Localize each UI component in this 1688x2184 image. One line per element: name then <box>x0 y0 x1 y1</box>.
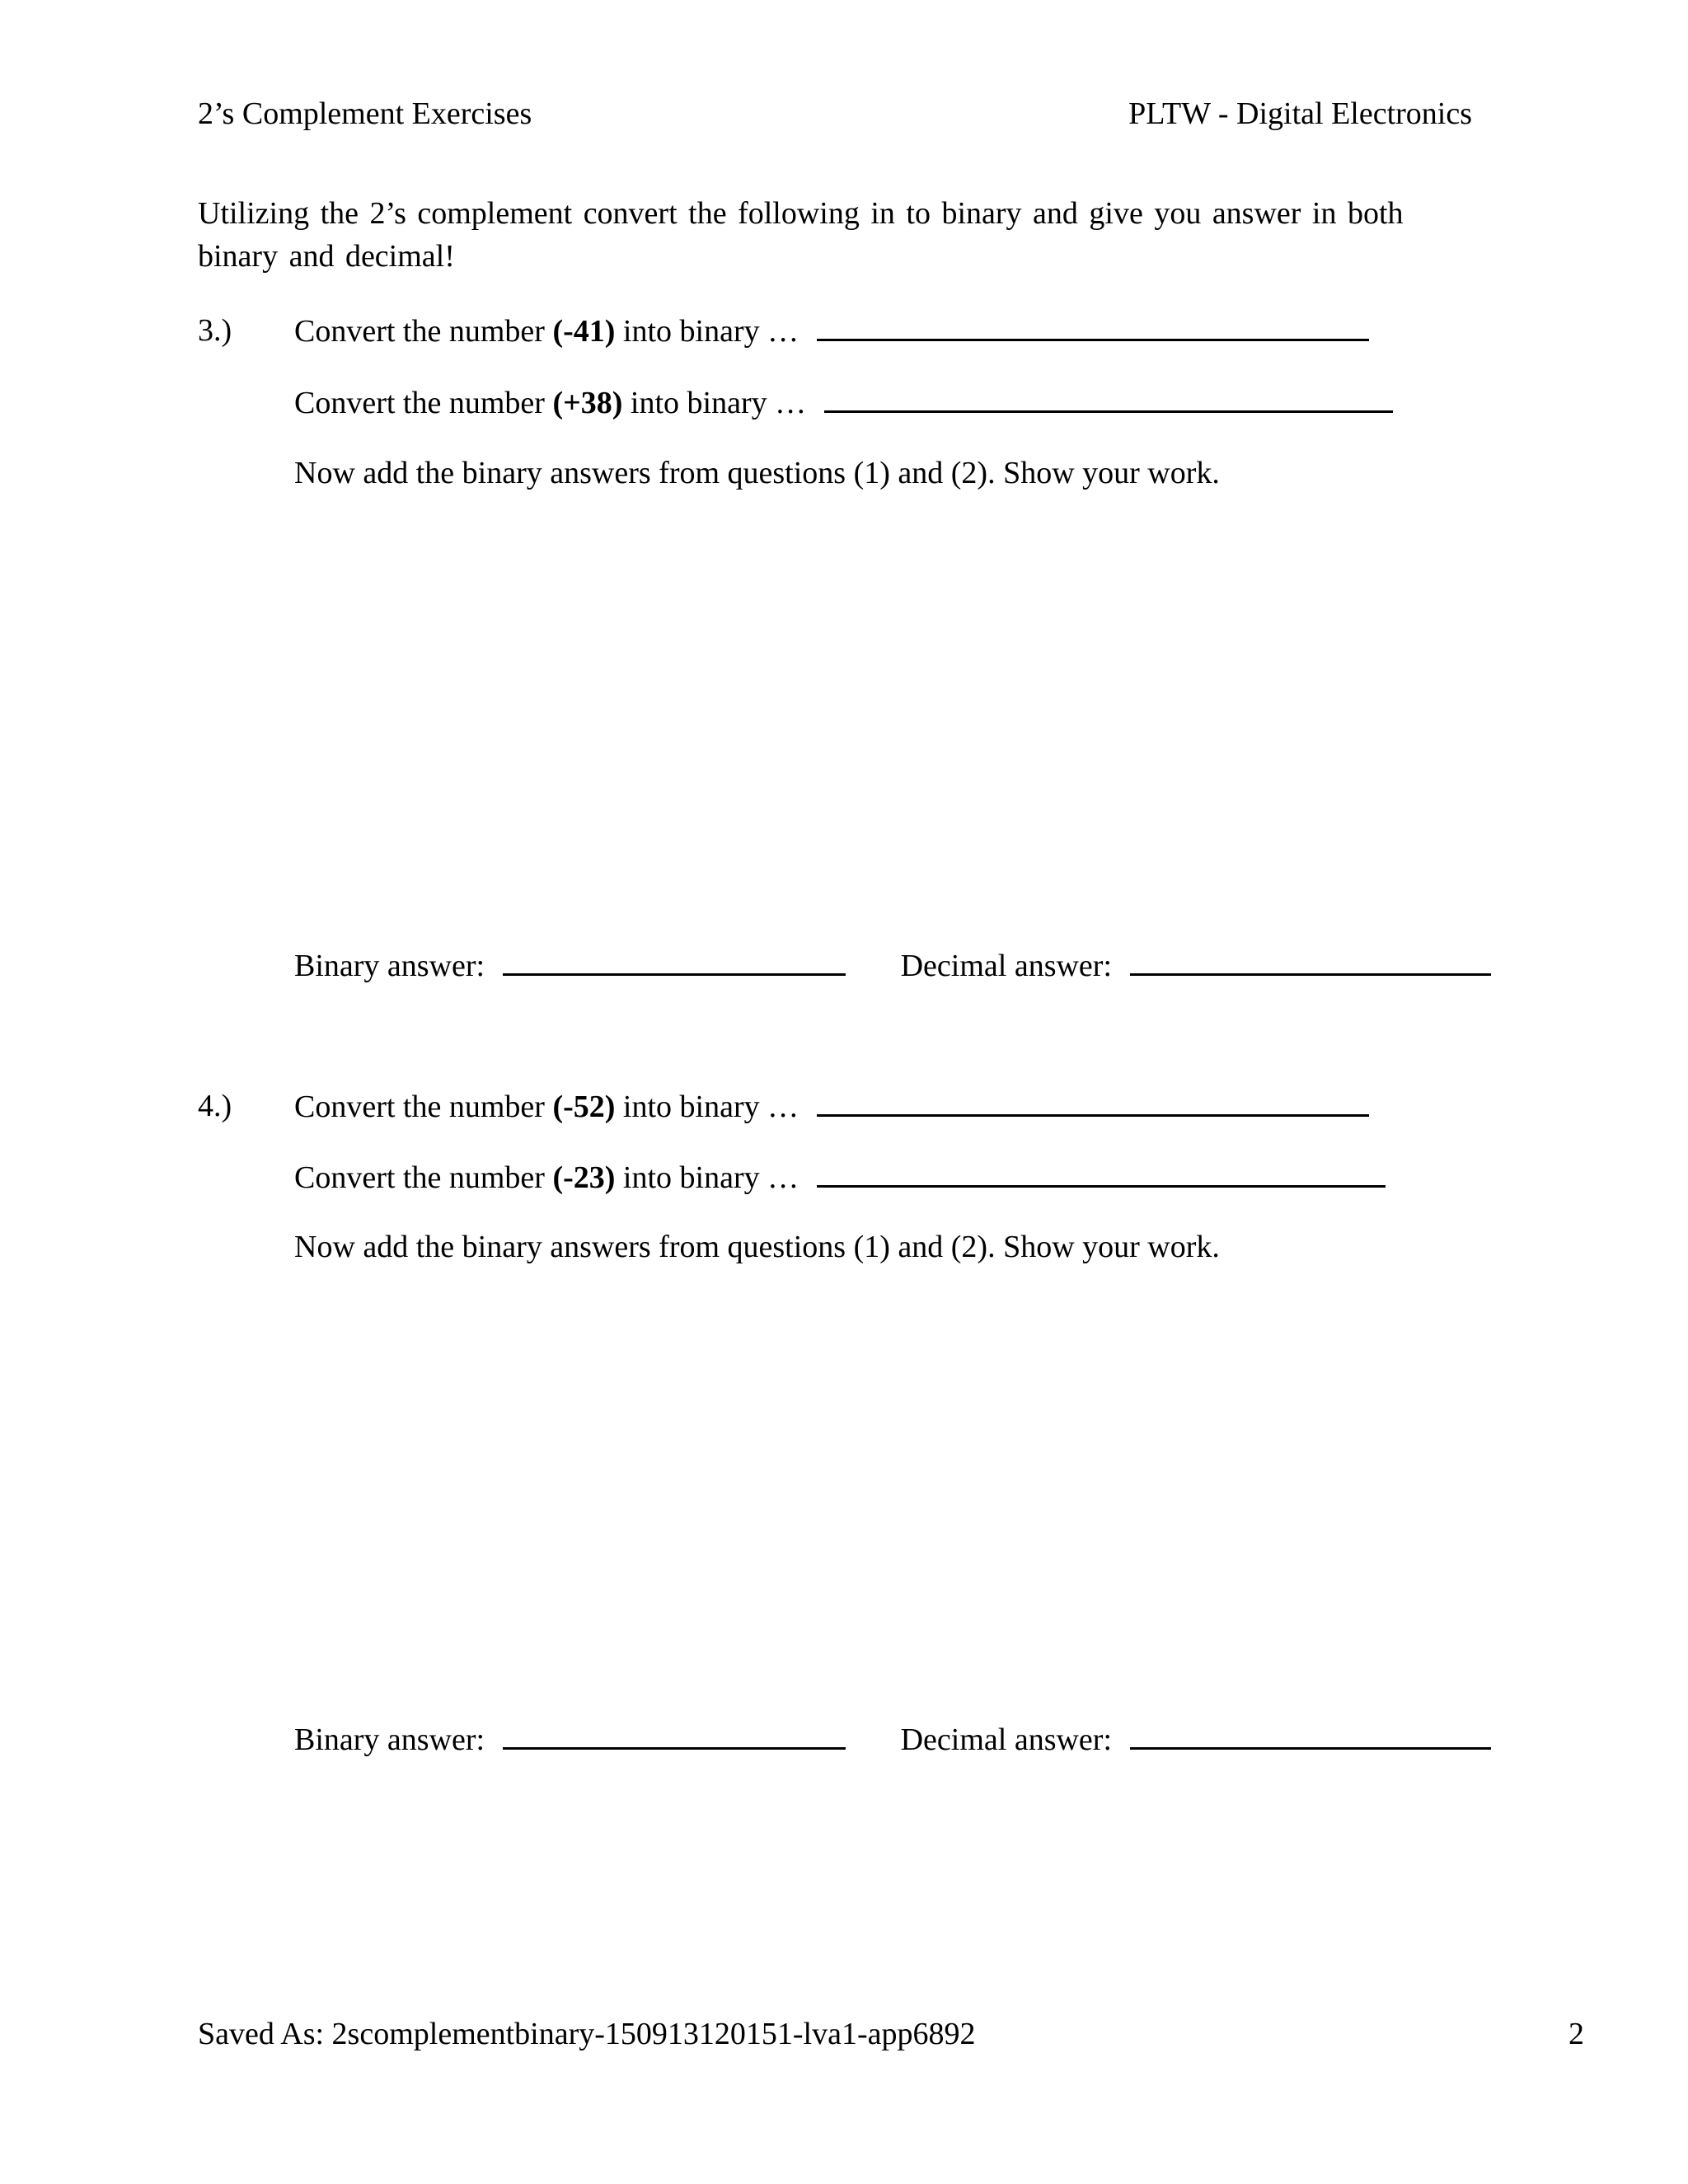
header-title: 2’s Complement Exercises <box>198 96 532 131</box>
decimal-answer-blank[interactable] <box>1130 1721 1491 1750</box>
header-course: PLTW - Digital Electronics <box>1128 96 1472 131</box>
question-3-convert-1 <box>294 312 1369 349</box>
convert-prefix: Convert the number <box>294 1090 545 1124</box>
convert-suffix: into binary … <box>622 1160 799 1195</box>
convert-prefix: Convert the number <box>294 314 545 349</box>
binary-answer-label: Binary answer: <box>294 1722 485 1757</box>
convert-value: (-52) <box>552 1090 616 1124</box>
convert-value: (+38) <box>552 386 623 420</box>
question-4-answers <box>294 1721 1491 1758</box>
convert-prefix: Convert the number <box>294 1160 545 1195</box>
question-4-instruction: Now add the binary answers from questions (1) and (2). Show your work. <box>294 1230 1220 1264</box>
answer-blank[interactable] <box>817 1088 1369 1117</box>
answer-blank[interactable] <box>824 384 1393 413</box>
question-3-instruction: Now add the binary answers from questions (1) and (2). Show your work. <box>294 456 1220 490</box>
question-3-convert-2 <box>294 384 1393 421</box>
question-4-number: 4.) <box>198 1089 232 1123</box>
question-4-convert-1 <box>294 1088 1369 1125</box>
convert-suffix: into binary … <box>622 314 799 349</box>
decimal-answer-blank[interactable] <box>1130 947 1491 976</box>
question-3-answers <box>294 947 1491 984</box>
convert-value: (-41) <box>552 314 616 349</box>
binary-answer-blank[interactable] <box>503 947 846 976</box>
instructions-paragraph: Utilizing the 2’s complement convert the following in to binary and give you answer in both binary and decimal! <box>198 196 1404 274</box>
page-number: 2 <box>1568 2017 1584 2051</box>
question-3-number: 3.) <box>198 313 232 348</box>
convert-value: (-23) <box>552 1160 616 1195</box>
footer-saved-as: Saved As: 2scomplementbinary-150913120151-lva1-app6892 <box>198 2017 976 2051</box>
answer-blank[interactable] <box>817 1159 1386 1188</box>
convert-suffix: into binary … <box>622 1090 799 1124</box>
question-4-convert-2 <box>294 1159 1386 1196</box>
binary-answer-blank[interactable] <box>503 1721 846 1750</box>
decimal-answer-label: Decimal answer: <box>900 949 1112 983</box>
decimal-answer-label: Decimal answer: <box>900 1722 1112 1757</box>
binary-answer-label: Binary answer: <box>294 949 485 983</box>
convert-suffix: into binary … <box>630 386 807 420</box>
answer-blank[interactable] <box>817 312 1369 341</box>
convert-prefix: Convert the number <box>294 386 545 420</box>
